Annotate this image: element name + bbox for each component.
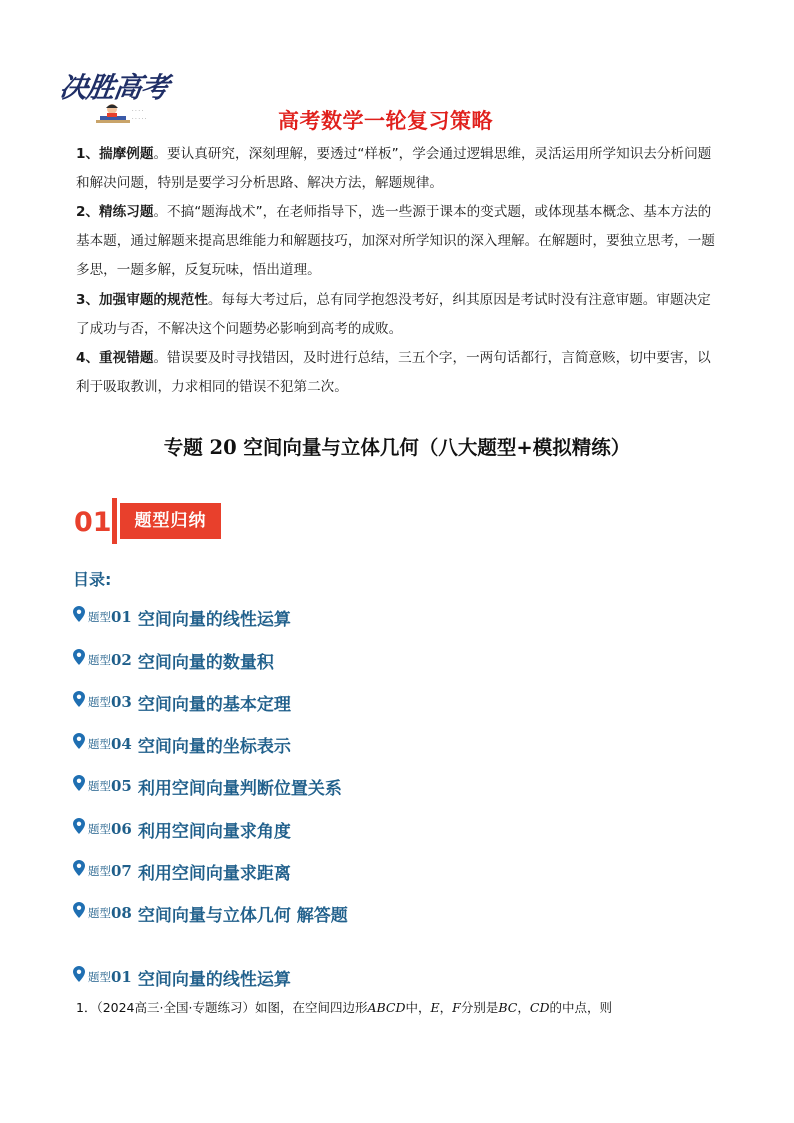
tip-2 [76,198,724,285]
problem-point-f: F [452,1000,461,1015]
problem-comma: ， [439,1000,453,1015]
toc-prefix: 题型 [88,864,111,878]
toc-item[interactable] [73,773,342,799]
brand-logo [57,62,180,132]
map-pin-icon [73,902,85,918]
heading-title: 空间向量的线性运算 [137,969,291,990]
tip-2-label: 2、精练习题 [76,204,154,220]
toc-item[interactable] [73,858,291,884]
toc-label: 目录: [73,570,112,589]
problem-comma: ， [517,1000,530,1015]
tip-3 [76,286,724,344]
map-pin-icon [73,860,85,876]
toc-prefix: 题型 [88,695,111,709]
tip-4-text: 。错误要及时寻找错因，及时进行总结，三五个字，一两句话都行，言简意赅，切中要害，以利于吸取教训，力求相同的错误不犯第二次。 [76,350,711,395]
toc-item[interactable] [73,647,274,673]
tip-1 [76,140,724,198]
problem-text: 分别是 [460,1000,499,1015]
toc-title: 利用空间向量求距离 [137,863,291,884]
problem-segment-cd: CD [529,1000,550,1015]
toc-title: 利用空间向量求角度 [137,821,291,842]
toc-prefix: 题型 [88,906,111,920]
problem-quad: ABCD [367,1000,406,1015]
logo-text: 决胜高考 [57,71,171,104]
map-pin-icon [73,649,85,665]
map-pin-icon [73,818,85,834]
toc-title: 利用空间向量判断位置关系 [137,778,342,799]
toc-title: 空间向量的基本定理 [137,694,291,715]
section-badge: 题型归纳 [120,503,221,539]
tip-1-label: 1、揣摩例题 [76,146,154,162]
topic-title: 专题 20 空间向量与立体几何（八大题型+模拟精练） [163,436,631,459]
problem-number: 1． [76,1000,97,1015]
heading-prefix: 题型 [88,970,111,984]
strategy-title: 高考数学一轮复习策略 [278,109,493,133]
toc-title: 空间向量与立体几何 解答题 [137,905,348,926]
map-pin-icon [73,966,85,982]
map-pin-icon [73,691,85,707]
problem-1 [76,998,612,1016]
toc-prefix: 题型 [88,610,111,624]
toc-item[interactable] [73,816,291,842]
toc-number: 04 [111,735,132,753]
toc-item[interactable] [73,604,291,630]
tip-3-text: 。每每大考过后，总有同学抱怨没考好，纠其原因是考试时没有注意审题。审题决定了成功与否，不解决这个问题势必影响到高考的成败。 [76,292,711,337]
problem-text: 中， [405,1000,431,1015]
toc-prefix: 题型 [88,779,111,793]
toc-number: 02 [111,651,132,669]
problem-segment-bc: BC [498,1000,518,1015]
student-illustration-icon [92,102,162,126]
tip-4 [76,344,724,402]
toc-title: 空间向量的线性运算 [137,609,291,630]
svg-text:· · · · ·: · · · · · [132,116,147,122]
toc-number: 05 [111,777,132,795]
section-divider-bar [112,498,117,544]
current-type-heading [73,964,291,990]
toc-prefix: 题型 [88,822,111,836]
toc-number: 03 [111,693,132,711]
problem-point-e: E [430,1000,440,1015]
toc-number: 08 [111,904,132,922]
problem-text: 的中点，则 [549,1000,612,1015]
toc-title: 空间向量的数量积 [137,652,274,673]
toc-number: 07 [111,862,132,880]
heading-number: 01 [111,968,132,986]
toc-number: 01 [111,608,132,626]
tip-1-text: 。要认真研究，深刻理解，要透过“样板”，学会通过逻辑思维，灵活运用所学知识去分析问题和解决问题，特别是要学习分析思路、解决方法，解题规律。 [76,146,712,191]
toc-prefix: 题型 [88,653,111,667]
toc-number: 06 [111,820,132,838]
problem-text: 如图，在空间四边形 [254,1000,368,1015]
map-pin-icon [73,606,85,622]
section-number: 01 [74,507,112,538]
tip-3-label: 3、加强审题的规范性 [76,292,208,308]
tip-4-label: 4、重视错题 [76,350,154,366]
map-pin-icon [73,733,85,749]
svg-text:· · · ·: · · · · [132,108,144,114]
problem-source: （2024高三·全国·专题练习） [96,1000,255,1015]
map-pin-icon [73,775,85,791]
toc-title: 空间向量的坐标表示 [137,736,291,757]
toc-item[interactable] [73,900,348,926]
toc-item[interactable] [73,689,291,715]
tip-2-text: 。不搞“题海战术”，在老师指导下，选一些源于课本的变式题，或体现基本概念、基本方法的基本题，通过解题来提高思维能力和解题技巧，加深对所学知识的深入理解。在解题时，要独立思考，一题多思，一题多解，反复玩味，悟出道理。 [76,204,715,278]
toc-item[interactable] [73,731,291,757]
toc-prefix: 题型 [88,737,111,751]
